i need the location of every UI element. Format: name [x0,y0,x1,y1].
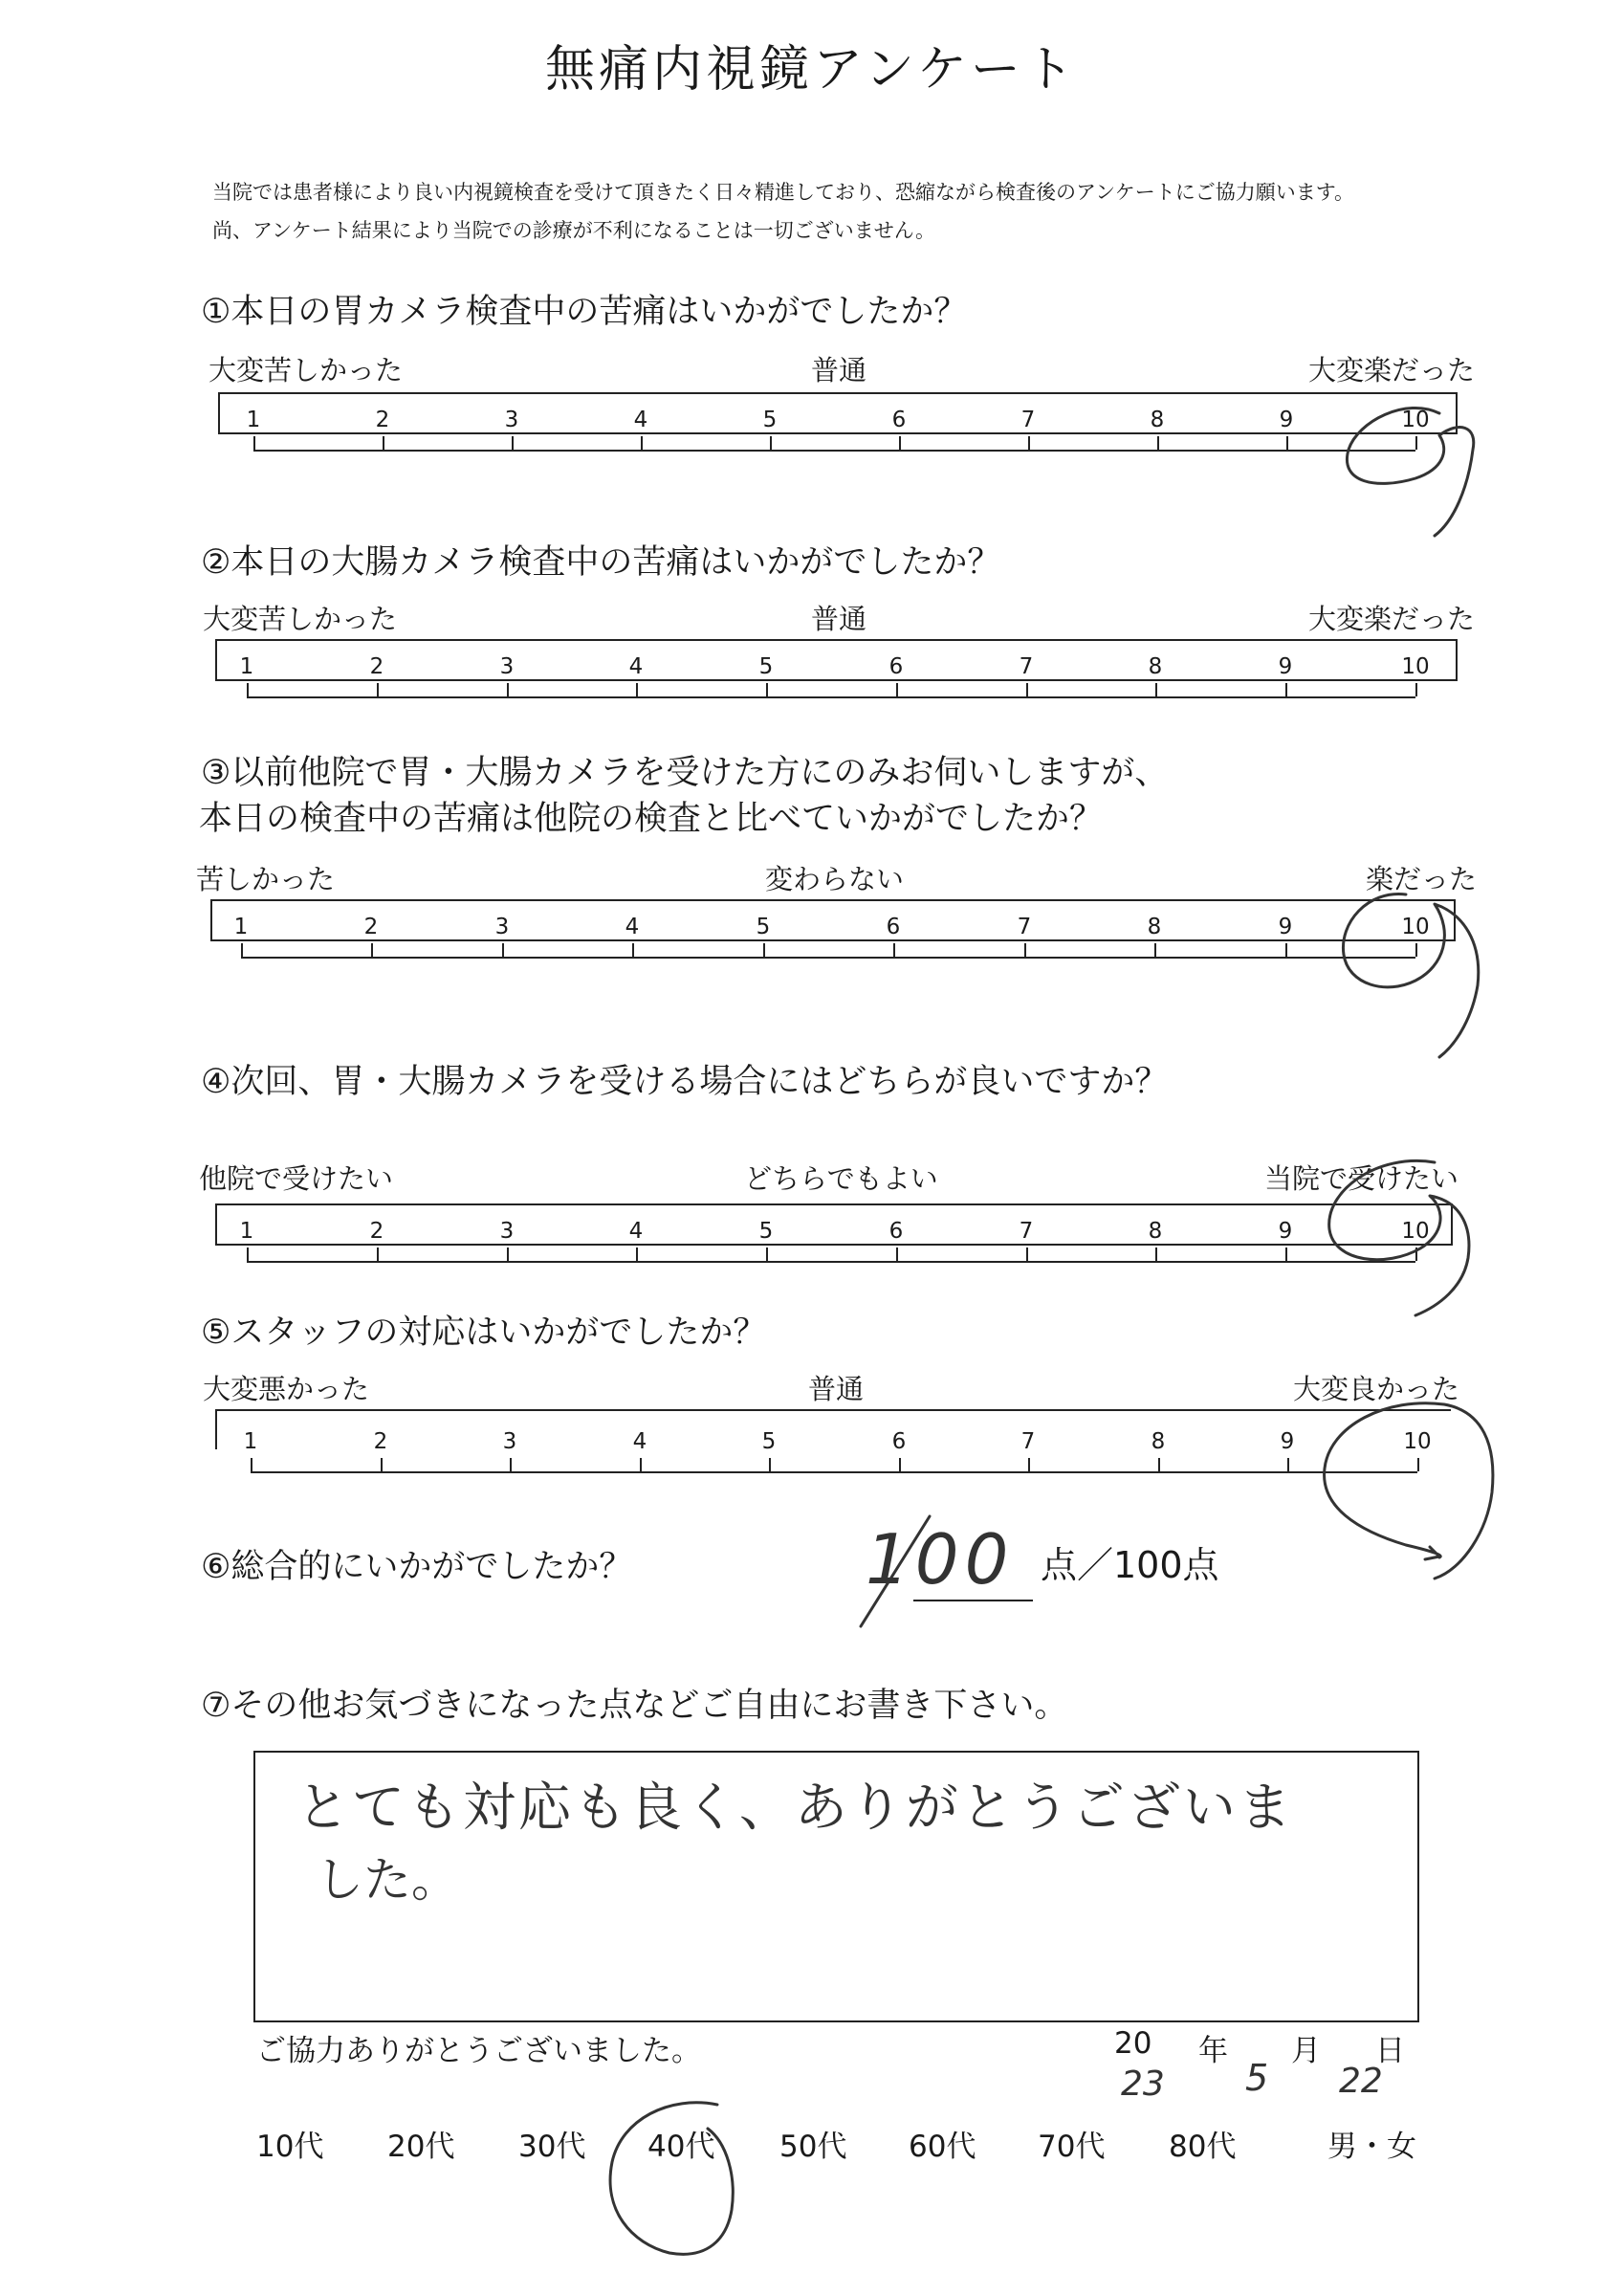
scale-number-8[interactable]: 8 [1147,915,1162,939]
date-year-label: 年 [1198,2034,1228,2068]
scale-number-1[interactable]: 1 [243,1429,258,1454]
q4-right-label: 当院で受けたい [1264,1162,1459,1195]
q1-left-label: 大変苦しかった [208,354,404,386]
comment-text-line-2: した。 [316,1852,459,1908]
gender-option[interactable]: 男・女 [1327,2130,1416,2164]
scale-number-4[interactable]: 4 [632,1429,647,1454]
scale-number-8[interactable]: 8 [1150,408,1165,432]
q2-right-label: 大変楽だった [1308,603,1476,635]
scale-number-1[interactable]: 1 [246,408,261,432]
scale-number-9[interactable]: 9 [1278,654,1293,679]
scale-number-4[interactable]: 4 [633,408,648,432]
scale-number-8[interactable]: 8 [1151,1429,1166,1454]
scale-number-6[interactable]: 6 [888,1219,904,1244]
question-7: ⑦その他お気づきになった点などご自由にお書き下さい。 [201,1687,1068,1725]
q5-right-label: 大変良かった [1293,1373,1460,1405]
q5-mid-label: 普通 [808,1373,865,1405]
q2-left-label: 大変苦しかった [203,603,398,635]
age-option-20s[interactable]: 20代 [387,2130,455,2164]
scale-number-7[interactable]: 7 [1019,1219,1034,1244]
q4-left-label: 他院で受けたい [199,1162,394,1195]
scale-number-5[interactable]: 5 [756,915,771,939]
date-year-handwritten[interactable]: 23 [1121,2064,1165,2104]
q6-score-slash [861,1516,930,1626]
scale-number-8[interactable]: 8 [1148,1219,1163,1244]
question-4: ④次回、胃・大腸カメラを受ける場合にはどちらが良いですか？ [201,1063,1169,1101]
date-day-handwritten[interactable]: 22 [1339,2062,1383,2101]
q3-mid-label: 変わらない [765,863,905,895]
scale-number-3[interactable]: 3 [499,1219,515,1244]
scale-number-9[interactable]: 9 [1278,915,1293,939]
q5-left-label: 大変悪かった [203,1373,370,1405]
question-6: ⑥総合的にいかがでしたか？ [201,1548,633,1586]
age-option-40s[interactable]: 40代 [647,2130,715,2164]
scale-number-4[interactable]: 4 [628,654,644,679]
scale-number-6[interactable]: 6 [891,1429,907,1454]
q5-answer-circle [1325,1403,1493,1578]
q4-mid-label: どちらでもよい [744,1162,938,1195]
scale-number-6[interactable]: 6 [886,915,901,939]
scale-number-3[interactable]: 3 [494,915,510,939]
page-title: 無痛内視鏡アンケート [545,41,1078,99]
scale-number-3[interactable]: 3 [502,1429,517,1454]
scale-number-8[interactable]: 8 [1148,654,1163,679]
scale-number-6[interactable]: 6 [891,408,907,432]
scale-number-2[interactable]: 2 [363,915,379,939]
question-1: ①本日の胃カメラ検査中の苦痛はいかがでしたか？ [201,293,968,331]
scale-number-6[interactable]: 6 [888,654,904,679]
age-option-60s[interactable]: 60代 [909,2130,976,2164]
scale-number-5[interactable]: 5 [758,1219,774,1244]
scale-number-9[interactable]: 9 [1278,1219,1293,1244]
intro-line-1: 当院では患者様により良い内視鏡検査を受けて頂きたく日々精進しており、恐縮ながら検査後のアンケートにご協力願います。 [212,181,1355,204]
q3-left-label: 苦しかった [196,863,336,895]
age-option-10s[interactable]: 10代 [256,2130,324,2164]
scale-number-5[interactable]: 5 [762,408,778,432]
scale-number-2[interactable]: 2 [375,408,390,432]
intro-line-2: 尚、アンケート結果により当院での診療が不利になることは一切ございません。 [212,219,935,242]
date-day-label: 日 [1375,2034,1405,2068]
scale-number-7[interactable]: 7 [1019,654,1034,679]
scale-number-1[interactable]: 1 [239,1219,254,1244]
scale-number-10[interactable]: 10 [1401,1219,1430,1244]
scale-number-1[interactable]: 1 [239,654,254,679]
scale-number-10[interactable]: 10 [1401,408,1430,432]
question-3: ③以前他院で胃・大腸カメラを受けた方にのみお伺いしますが、 [201,754,1169,792]
scale-number-4[interactable]: 4 [628,1219,644,1244]
age-option-50s[interactable]: 50代 [779,2130,847,2164]
age-option-30s[interactable]: 30代 [518,2130,586,2164]
q3-answer-circle [1343,894,1478,1057]
thanks-text: ご協力ありがとうございました。 [256,2034,701,2068]
scale-number-10[interactable]: 10 [1403,1429,1432,1454]
question-2: ②本日の大腸カメラ検査中の苦痛はいかがでしたか？ [201,543,1001,582]
q6-score-handwritten[interactable]: 100 [866,1519,1015,1600]
q1-right-label: 大変楽だった [1308,354,1476,386]
scale-number-7[interactable]: 7 [1020,1429,1036,1454]
date-prefix: 20 [1114,2026,1152,2061]
q6-score-suffix: 点／100点 [1041,1544,1219,1586]
scale-number-2[interactable]: 2 [373,1429,388,1454]
scale-number-4[interactable]: 4 [625,915,640,939]
scale-number-10[interactable]: 10 [1401,915,1430,939]
scale-number-7[interactable]: 7 [1017,915,1032,939]
q1-mid-label: 普通 [811,354,867,386]
q3-right-label: 楽だった [1366,863,1478,895]
q4-answer-circle [1329,1160,1469,1315]
q2-mid-label: 普通 [811,603,867,635]
scale-number-9[interactable]: 9 [1280,1429,1295,1454]
date-month-label: 月 [1291,2034,1321,2068]
scale-number-10[interactable]: 10 [1401,654,1430,679]
scale-number-1[interactable]: 1 [233,915,249,939]
age-option-70s[interactable]: 70代 [1038,2130,1106,2164]
age-option-80s[interactable]: 80代 [1169,2130,1237,2164]
date-month-handwritten[interactable]: 5 [1245,2057,1269,2099]
scale-number-2[interactable]: 2 [369,1219,384,1244]
scale-number-7[interactable]: 7 [1020,408,1036,432]
q1-answer-circle [1347,408,1473,536]
comment-text-line-1: とても対応も良く、ありがとうございま [296,1777,1294,1838]
age-40s-circle [610,2103,733,2254]
scale-number-9[interactable]: 9 [1279,408,1294,432]
question-5: ⑤スタッフの対応はいかがでしたか？ [201,1314,767,1352]
scale-number-3[interactable]: 3 [499,654,515,679]
scale-number-2[interactable]: 2 [369,654,384,679]
scale-number-3[interactable]: 3 [504,408,519,432]
scale-number-5[interactable]: 5 [761,1429,777,1454]
scale-number-5[interactable]: 5 [758,654,774,679]
question-3-line-2: 本日の検査中の苦痛は他院の検査と比べていかがでしたか？ [199,800,1104,838]
